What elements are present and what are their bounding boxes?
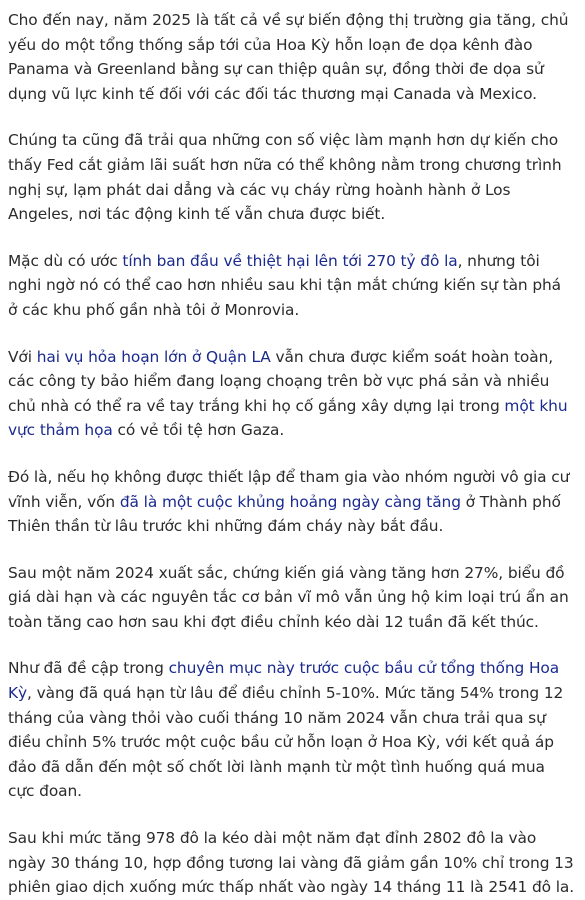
article-paragraph bbox=[8, 561, 575, 635]
paragraph-text: Mặc dù có ước bbox=[8, 251, 123, 270]
article-paragraph bbox=[8, 465, 575, 539]
paragraph-text: , nhưng tôi nghi ngờ nó có thể cao hơn nhiều sau khi tận mắt chứng kiến sự tàn phá ở các khu phố gần nhà tôi ở Monrovia. bbox=[8, 251, 562, 319]
article-paragraph bbox=[8, 249, 575, 323]
paragraph-text: vẫn chưa được kiểm soát hoàn toàn, các công ty bảo hiểm đang loạng choạng trên bờ vực phá sản và nhiều chủ nhà có thể ra về tay trắng khi họ cố gắng xây dựng lại trong bbox=[8, 347, 554, 415]
inline-link[interactable]: chuyên mục này trước cuộc bầu cử tổng thống Hoa Kỳ bbox=[8, 659, 560, 703]
article-paragraph bbox=[8, 345, 575, 443]
paragraph-text: Đó là, nếu họ không được thiết lập để tham gia vào nhóm người vô gia cư vĩnh viễn, vốn bbox=[8, 467, 570, 511]
inline-link[interactable]: hai vụ hỏa hoạn lớn ở Quận LA bbox=[36, 347, 271, 366]
paragraph-text: Chúng ta cũng đã trải qua những con số việc làm mạnh hơn dự kiến cho thấy Fed cắt giảm lãi suất hơn nữa có thể không nằm trong chương trình nghị sự, lạm phát dai dẳng và các vụ cháy rừng hoành hành ở Los Angeles, nơi tác động kinh tế vẫn chưa được biết. bbox=[8, 131, 562, 224]
article-paragraph bbox=[8, 128, 575, 226]
paragraph-text: Với bbox=[8, 347, 37, 366]
paragraph-text: Sau khi mức tăng 978 đô la kéo dài một năm đạt đỉnh 2802 đô la vào ngày 30 tháng 10, hợp đồng tương lai vàng đã giảm gần 10% chỉ trong 13 phiên giao dịch xuống mức thấp nhất vào ngày 14 tháng 11 là 2541 đô la. bbox=[8, 829, 575, 897]
paragraph-text: , vàng đã quá hạn từ lâu để điều chỉnh 5-10%. Mức tăng 54% trong 12 tháng của vàng thỏi vào cuối tháng 10 năm 2024 vẫn chưa trải qua sự điều chỉnh 5% trước một cuộc bầu cử hỗn loạn ở Hoa Kỳ, với kết quả áp đảo đã dẫn đến một số chốt lời lành mạnh từ một tình huống quá mua cực đoan. bbox=[8, 684, 564, 801]
inline-link[interactable]: tính ban đầu về thiệt hại lên tới 270 tỷ đô la bbox=[122, 251, 458, 270]
inline-link[interactable]: đã là một cuộc khủng hoảng ngày càng tăng bbox=[119, 492, 461, 511]
article-paragraph bbox=[8, 8, 575, 106]
paragraph-text: ở Thành phố Thiên thần từ lâu trước khi những đám cháy này bắt đầu. bbox=[8, 492, 561, 536]
inline-link[interactable]: một khu vực thảm họa bbox=[8, 396, 568, 440]
article-paragraph bbox=[8, 826, 575, 900]
paragraph-text: Như đã đề cập trong bbox=[8, 659, 169, 678]
article-paragraph bbox=[8, 656, 575, 804]
paragraph-text: Cho đến nay, năm 2025 là tất cả về sự biến động thị trường gia tăng, chủ yếu do một tổng thống sắp tới của Hoa Kỳ hỗn loạn đe dọa kênh đào Panama và Greenland bằng sự can thiệp quân sự, đồng thời đe dọa sử dụng vũ lực kinh tế đối với các đối tác thương mại Canada và Mexico. bbox=[8, 11, 569, 103]
paragraph-text: Sau một năm 2024 xuất sắc, chứng kiến giá vàng tăng hơn 27%, biểu đồ giá dài hạn và các nguyên tắc cơ bản vĩ mô vẫn ủng hộ kim loại trú ẩn an toàn tăng cao hơn sau khi đợt điều chỉnh kéo dài 12 tuần đã kết thúc. bbox=[8, 563, 569, 631]
paragraph-text: có vẻ tồi tệ hơn Gaza. bbox=[112, 421, 285, 440]
